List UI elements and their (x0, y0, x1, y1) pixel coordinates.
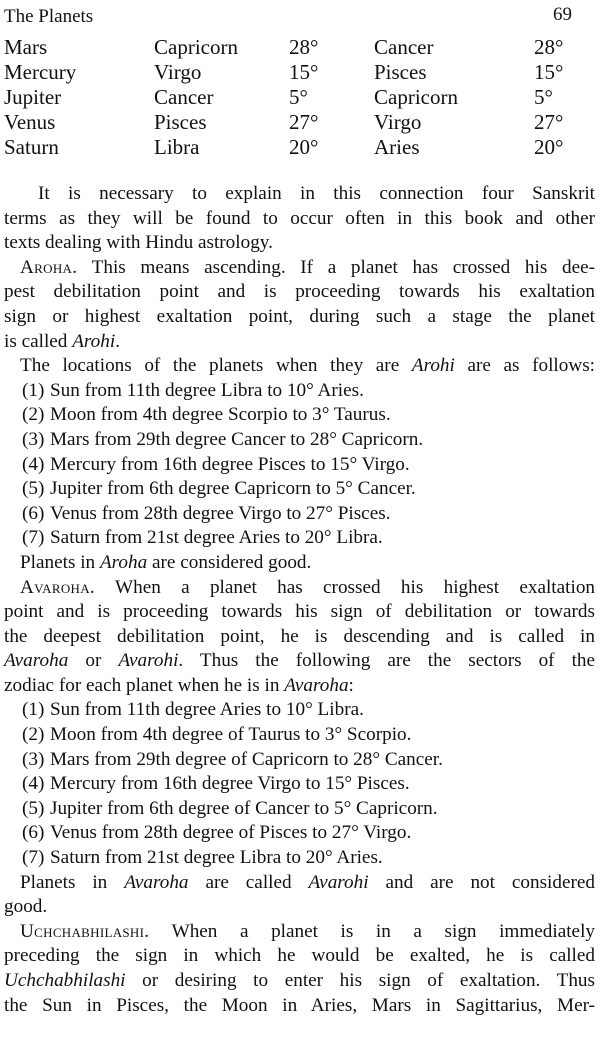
text-line: sign or highest exaltation point, during such a stage the planet (4, 305, 595, 327)
table-cell: Venus (4, 110, 56, 134)
running-title: The Planets (4, 6, 94, 27)
table-cell: 15° (289, 60, 319, 84)
list-item: (2) Moon from 4th degree Scorpio to 3° Taurus. (22, 404, 391, 426)
table-cell: 28° (534, 35, 564, 59)
text-line: the deepest debilitation point, he is descending and is called in (4, 625, 595, 647)
text-line: Uchchabhilashi. When a planet is in a sign immediately (20, 920, 595, 942)
table-cell: Libra (154, 135, 200, 159)
text-line: point and is proceeding towards his sign of debilitation or towards (4, 601, 595, 623)
list-item: (5) Jupiter from 6th degree Capricorn to 5° Cancer. (22, 478, 416, 500)
text-line: It is necessary to explain in this connection four Sanskrit (38, 183, 595, 204)
table-cell: 15° (534, 60, 564, 84)
table-cell: Cancer (154, 85, 214, 109)
list-item: (3) Mars from 29th degree of Capricorn to 28° Cancer. (22, 748, 443, 770)
list-item: (1) Sun from 11th degree Aries to 10° Libra. (22, 699, 364, 721)
table-cell: Capricorn (154, 35, 238, 59)
text-line: The locations of the planets when they are Arohi are as follows: (20, 355, 596, 377)
list-item: (4) Mercury from 16th degree Pisces to 15° Virgo. (22, 453, 410, 475)
table-row (4, 60, 594, 85)
table-cell: Capricorn (374, 85, 458, 109)
table-cell: Mars (4, 35, 48, 59)
table-cell: Virgo (374, 110, 422, 134)
text-line: preceding the sign in which he would be exalted, he is called (4, 945, 595, 967)
table-cell: 5° (534, 85, 553, 109)
running-header (4, 2, 572, 28)
table-cell: Pisces (374, 60, 427, 84)
list-item: (6) Venus from 28th degree of Pisces to 27° Virgo. (22, 822, 412, 844)
table-cell: Aries (374, 135, 420, 159)
table-cell: Cancer (374, 35, 434, 59)
table-row (4, 35, 594, 60)
term-avaroha: Avaroha. (20, 576, 95, 598)
table-cell: Mercury (4, 60, 77, 84)
planet-sign-table (4, 35, 594, 160)
text-line: Planets in Aroha are considered good. (20, 551, 312, 573)
text-line: zodiac for each planet when he is in Avaroha: (4, 674, 354, 696)
text-line: Avaroha. When a planet has crossed his highest exaltation (20, 576, 596, 598)
list-item: (1) Sun from 11th degree Libra to 10° Aries. (22, 379, 364, 401)
text-line: Planets in Avaroha are called Avarohi and are not considered (20, 871, 596, 893)
table-row (4, 135, 594, 160)
list-item: (6) Venus from 28th degree Virgo to 27° Pisces. (22, 502, 391, 524)
table-cell: 28° (289, 35, 319, 59)
list-item: (3) Mars from 29th degree Cancer to 28° Capricorn. (22, 428, 424, 450)
table-cell: Virgo (154, 60, 202, 84)
text-line: good. (4, 896, 48, 918)
list-item: (7) Saturn from 21st degree Aries to 20° Libra. (22, 527, 383, 549)
table-cell: 20° (534, 135, 564, 159)
text-line: terms as they will be found to occur often in this book and other (4, 207, 595, 229)
text-line: Avaroha or Avarohi. Thus the following are the sectors of the (4, 650, 596, 672)
text-line: the Sun in Pisces, the Moon in Aries, Mars in Sagittarius, Mer- (4, 994, 595, 1016)
list-item: (2) Moon from 4th degree of Taurus to 3° Scorpio. (22, 724, 412, 746)
text-line: pest debilitation point and is proceeding towards his exaltation (4, 281, 595, 303)
table-cell: Jupiter (4, 85, 62, 109)
table-cell: 27° (289, 110, 319, 134)
text-line: texts dealing with Hindu astrology. (4, 232, 273, 254)
text-line: Aroha. This means ascending. If a planet has crossed his dee- (20, 256, 595, 278)
page-number: 69 (553, 4, 572, 25)
term-uchchabhilashi: Uchchabhilashi. (20, 920, 150, 942)
table-cell: 5° (289, 85, 308, 109)
list-item: (4) Mercury from 16th degree Virgo to 15° Pisces. (22, 773, 410, 795)
table-cell: 20° (289, 135, 319, 159)
list-item: (7) Saturn from 21st degree Libra to 20° Aries. (22, 847, 383, 869)
list-item: (5) Jupiter from 6th degree of Cancer to 5° Capricorn. (22, 797, 438, 819)
table-row (4, 85, 594, 110)
table-cell: Pisces (154, 110, 207, 134)
text-line: is called Arohi. (4, 330, 120, 352)
term-aroha: Aroha. (20, 256, 78, 278)
table-row (4, 110, 594, 135)
table-cell: Saturn (4, 135, 59, 159)
table-cell: 27° (534, 110, 564, 134)
text-line: Uchchabhilashi or desiring to enter his sign of exaltation. Thus (4, 970, 595, 991)
body-text (4, 182, 595, 1018)
